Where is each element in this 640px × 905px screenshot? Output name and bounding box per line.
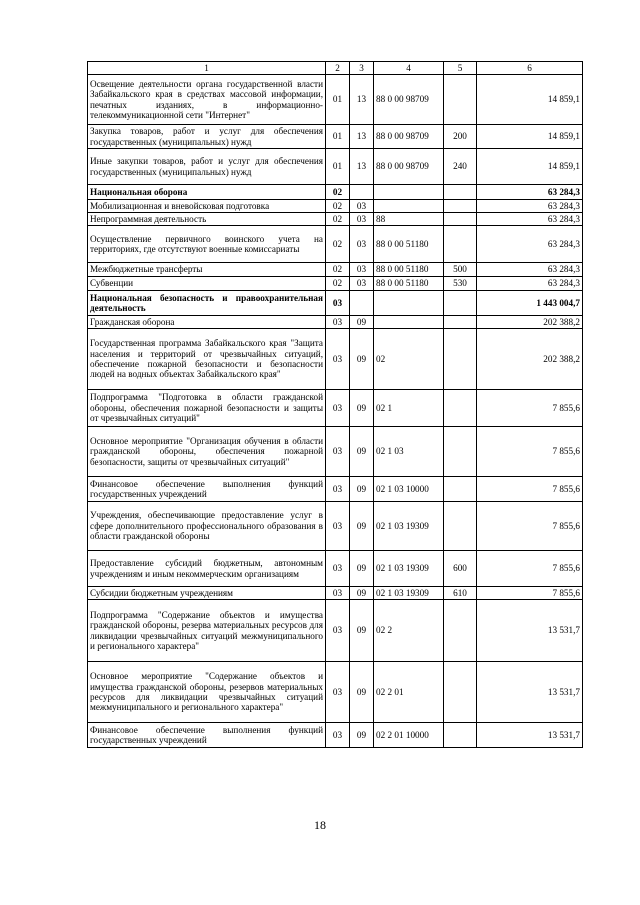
cell-section: 03 <box>326 477 350 502</box>
cell-subsection: 03 <box>350 226 374 263</box>
cell-subsection: 09 <box>350 316 374 329</box>
cell-target-article: 02 1 03 <box>374 427 444 477</box>
cell-section: 01 <box>326 75 350 125</box>
table-row <box>88 502 583 551</box>
cell-section: 02 <box>326 185 350 200</box>
cell-subsection: 09 <box>350 662 374 723</box>
cell-target-article: 02 1 <box>374 390 444 427</box>
cell-section: 03 <box>326 427 350 477</box>
cell-section: 03 <box>326 316 350 329</box>
cell-expense-type <box>444 662 477 723</box>
cell-amount: 13 531,7 <box>477 600 583 662</box>
table-row <box>88 329 583 390</box>
cell-subsection: 09 <box>350 502 374 551</box>
table-row <box>88 226 583 263</box>
cell-section: 03 <box>326 329 350 390</box>
cell-section: 03 <box>326 587 350 600</box>
cell-name: Непрограммная деятельность <box>88 213 326 226</box>
cell-name: Освещение деятельности органа государственной власти Забайкальского края в средствах массовой информации, печатных изданиях, в информационно-телекоммуникационной сети "Интернет" <box>88 75 326 125</box>
cell-target-article: 02 1 03 19309 <box>374 587 444 600</box>
cell-subsection: 09 <box>350 723 374 748</box>
table-row <box>88 125 583 149</box>
cell-name: Основное мероприятие "Организация обучения в области гражданской обороны, обеспечения пожарной безопасности, защиты от чрезвычайных ситуаций" <box>88 427 326 477</box>
cell-subsection: 03 <box>350 200 374 213</box>
table-row <box>88 551 583 587</box>
cell-name: Финансовое обеспечение выполнения функций государственных учреждений <box>88 723 326 748</box>
cell-expense-type <box>444 213 477 226</box>
cell-subsection: 09 <box>350 600 374 662</box>
cell-name: Подпрограмма "Подготовка в области гражданской обороны, обеспечения пожарной безопасности и защиты от чрезвычайных ситуаций" <box>88 390 326 427</box>
table-row <box>88 662 583 723</box>
cell-section: 02 <box>326 277 350 291</box>
cell-subsection: 09 <box>350 551 374 587</box>
table-row <box>88 723 583 748</box>
cell-target-article <box>374 185 444 200</box>
cell-target-article: 02 1 03 19309 <box>374 551 444 587</box>
cell-target-article: 88 0 00 51180 <box>374 277 444 291</box>
cell-name: Национальная оборона <box>88 185 326 200</box>
table-row <box>88 390 583 427</box>
cell-amount: 7 855,6 <box>477 587 583 600</box>
cell-subsection: 03 <box>350 213 374 226</box>
header-cell-amount: 6 <box>477 62 583 75</box>
cell-amount: 13 531,7 <box>477 723 583 748</box>
page-number: 18 <box>314 818 326 832</box>
cell-amount: 13 531,7 <box>477 662 583 723</box>
table-body <box>88 75 583 748</box>
cell-section: 03 <box>326 502 350 551</box>
cell-section: 02 <box>326 263 350 277</box>
cell-amount: 7 855,6 <box>477 502 583 551</box>
cell-section: 03 <box>326 600 350 662</box>
cell-name: Национальная безопасность и правоохранительная деятельность <box>88 291 326 316</box>
cell-target-article: 88 0 00 98709 <box>374 75 444 125</box>
table-row <box>88 427 583 477</box>
cell-name: Финансовое обеспечение выполнения функций государственных учреждений <box>88 477 326 502</box>
cell-target-article: 88 0 00 51180 <box>374 263 444 277</box>
cell-name: Иные закупки товаров, работ и услуг для обеспечения государственных (муниципальных) нужд <box>88 149 326 185</box>
table-row <box>88 316 583 329</box>
cell-expense-type <box>444 477 477 502</box>
cell-amount: 63 284,3 <box>477 200 583 213</box>
cell-expense-type: 610 <box>444 587 477 600</box>
cell-amount: 63 284,3 <box>477 263 583 277</box>
cell-target-article: 02 <box>374 329 444 390</box>
cell-amount: 7 855,6 <box>477 477 583 502</box>
cell-amount: 63 284,3 <box>477 226 583 263</box>
cell-expense-type: 200 <box>444 125 477 149</box>
cell-expense-type: 530 <box>444 277 477 291</box>
header-row <box>88 62 583 75</box>
cell-subsection: 09 <box>350 390 374 427</box>
cell-subsection <box>350 185 374 200</box>
cell-target-article: 02 2 01 10000 <box>374 723 444 748</box>
cell-expense-type <box>444 226 477 263</box>
cell-target-article: 02 2 01 <box>374 662 444 723</box>
cell-subsection: 09 <box>350 587 374 600</box>
header-cell-expense-type: 5 <box>444 62 477 75</box>
cell-section: 02 <box>326 200 350 213</box>
budget-table <box>87 61 583 748</box>
cell-target-article <box>374 316 444 329</box>
cell-expense-type <box>444 427 477 477</box>
cell-subsection: 09 <box>350 329 374 390</box>
cell-name: Гражданская оборона <box>88 316 326 329</box>
table-row <box>88 291 583 316</box>
cell-amount: 7 855,6 <box>477 427 583 477</box>
table-row <box>88 213 583 226</box>
cell-expense-type <box>444 329 477 390</box>
cell-expense-type <box>444 316 477 329</box>
cell-target-article <box>374 291 444 316</box>
cell-section: 03 <box>326 723 350 748</box>
table-row <box>88 600 583 662</box>
cell-expense-type: 600 <box>444 551 477 587</box>
cell-subsection: 09 <box>350 477 374 502</box>
table-row <box>88 185 583 200</box>
table-row <box>88 477 583 502</box>
cell-amount: 63 284,3 <box>477 185 583 200</box>
cell-subsection: 13 <box>350 125 374 149</box>
header-cell-section: 2 <box>326 62 350 75</box>
cell-section: 03 <box>326 662 350 723</box>
cell-name: Основное мероприятие "Содержание объектов и имущества гражданской обороны, резервов материальных ресурсов для ликвидации чрезвычайных ситуаций межмуниципального и регионального характера" <box>88 662 326 723</box>
cell-amount: 14 859,1 <box>477 149 583 185</box>
cell-expense-type <box>444 502 477 551</box>
cell-expense-type: 500 <box>444 263 477 277</box>
cell-amount: 63 284,3 <box>477 213 583 226</box>
cell-subsection <box>350 291 374 316</box>
cell-target-article <box>374 200 444 213</box>
cell-name: Учреждения, обеспечивающие предоставление услуг в сфере дополнительного профессионального образования в области гражданской обороны <box>88 502 326 551</box>
header-cell-subsection: 3 <box>350 62 374 75</box>
cell-section: 02 <box>326 226 350 263</box>
cell-amount: 14 859,1 <box>477 125 583 149</box>
cell-subsection: 13 <box>350 75 374 125</box>
cell-expense-type <box>444 75 477 125</box>
cell-amount: 7 855,6 <box>477 551 583 587</box>
cell-target-article: 88 0 00 98709 <box>374 149 444 185</box>
cell-amount: 7 855,6 <box>477 390 583 427</box>
cell-expense-type: 240 <box>444 149 477 185</box>
table-row <box>88 263 583 277</box>
table-row <box>88 149 583 185</box>
header-cell-name: 1 <box>88 62 326 75</box>
cell-section: 03 <box>326 291 350 316</box>
cell-target-article: 02 2 <box>374 600 444 662</box>
cell-target-article: 02 1 03 19309 <box>374 502 444 551</box>
cell-name: Подпрограмма "Содержание объектов и имущества гражданской обороны, резерва материальных ресурсов для ликвидации чрезвычайных ситуаций межмуниципального и регионального характера" <box>88 600 326 662</box>
cell-expense-type <box>444 390 477 427</box>
cell-expense-type <box>444 185 477 200</box>
cell-expense-type <box>444 200 477 213</box>
table-row <box>88 200 583 213</box>
cell-subsection: 03 <box>350 277 374 291</box>
header-cell-target-article: 4 <box>374 62 444 75</box>
cell-subsection: 03 <box>350 263 374 277</box>
cell-amount: 1 443 004,7 <box>477 291 583 316</box>
cell-subsection: 09 <box>350 427 374 477</box>
cell-amount: 202 388,2 <box>477 329 583 390</box>
cell-section: 03 <box>326 551 350 587</box>
cell-amount: 202 388,2 <box>477 316 583 329</box>
cell-name: Мобилизационная и вневойсковая подготовка <box>88 200 326 213</box>
cell-name: Осуществление первичного воинского учета на территориях, где отсутствуют военные комиссариаты <box>88 226 326 263</box>
cell-name: Межбюджетные трансферты <box>88 263 326 277</box>
cell-section: 02 <box>326 213 350 226</box>
cell-section: 01 <box>326 125 350 149</box>
cell-section: 01 <box>326 149 350 185</box>
cell-name: Закупка товаров, работ и услуг для обеспечения государственных (муниципальных) нужд <box>88 125 326 149</box>
cell-target-article: 02 1 03 10000 <box>374 477 444 502</box>
cell-expense-type <box>444 291 477 316</box>
table-row <box>88 75 583 125</box>
cell-name: Субсидии бюджетным учреждениям <box>88 587 326 600</box>
cell-expense-type <box>444 600 477 662</box>
table-row <box>88 587 583 600</box>
cell-name: Субвенции <box>88 277 326 291</box>
table-row <box>88 277 583 291</box>
cell-amount: 63 284,3 <box>477 277 583 291</box>
cell-target-article: 88 <box>374 213 444 226</box>
cell-name: Предоставление субсидий бюджетным, автономным учреждениям и иным некоммерческим организациям <box>88 551 326 587</box>
cell-target-article: 88 0 00 98709 <box>374 125 444 149</box>
cell-expense-type <box>444 723 477 748</box>
cell-name: Государственная программа Забайкальского края "Защита населения и территорий от чрезвычайных ситуаций, обеспечение пожарной безопасности и безопасности людей на водных объектах Забайкальского края" <box>88 329 326 390</box>
cell-subsection: 13 <box>350 149 374 185</box>
cell-section: 03 <box>326 390 350 427</box>
cell-target-article: 88 0 00 51180 <box>374 226 444 263</box>
cell-amount: 14 859,1 <box>477 75 583 125</box>
